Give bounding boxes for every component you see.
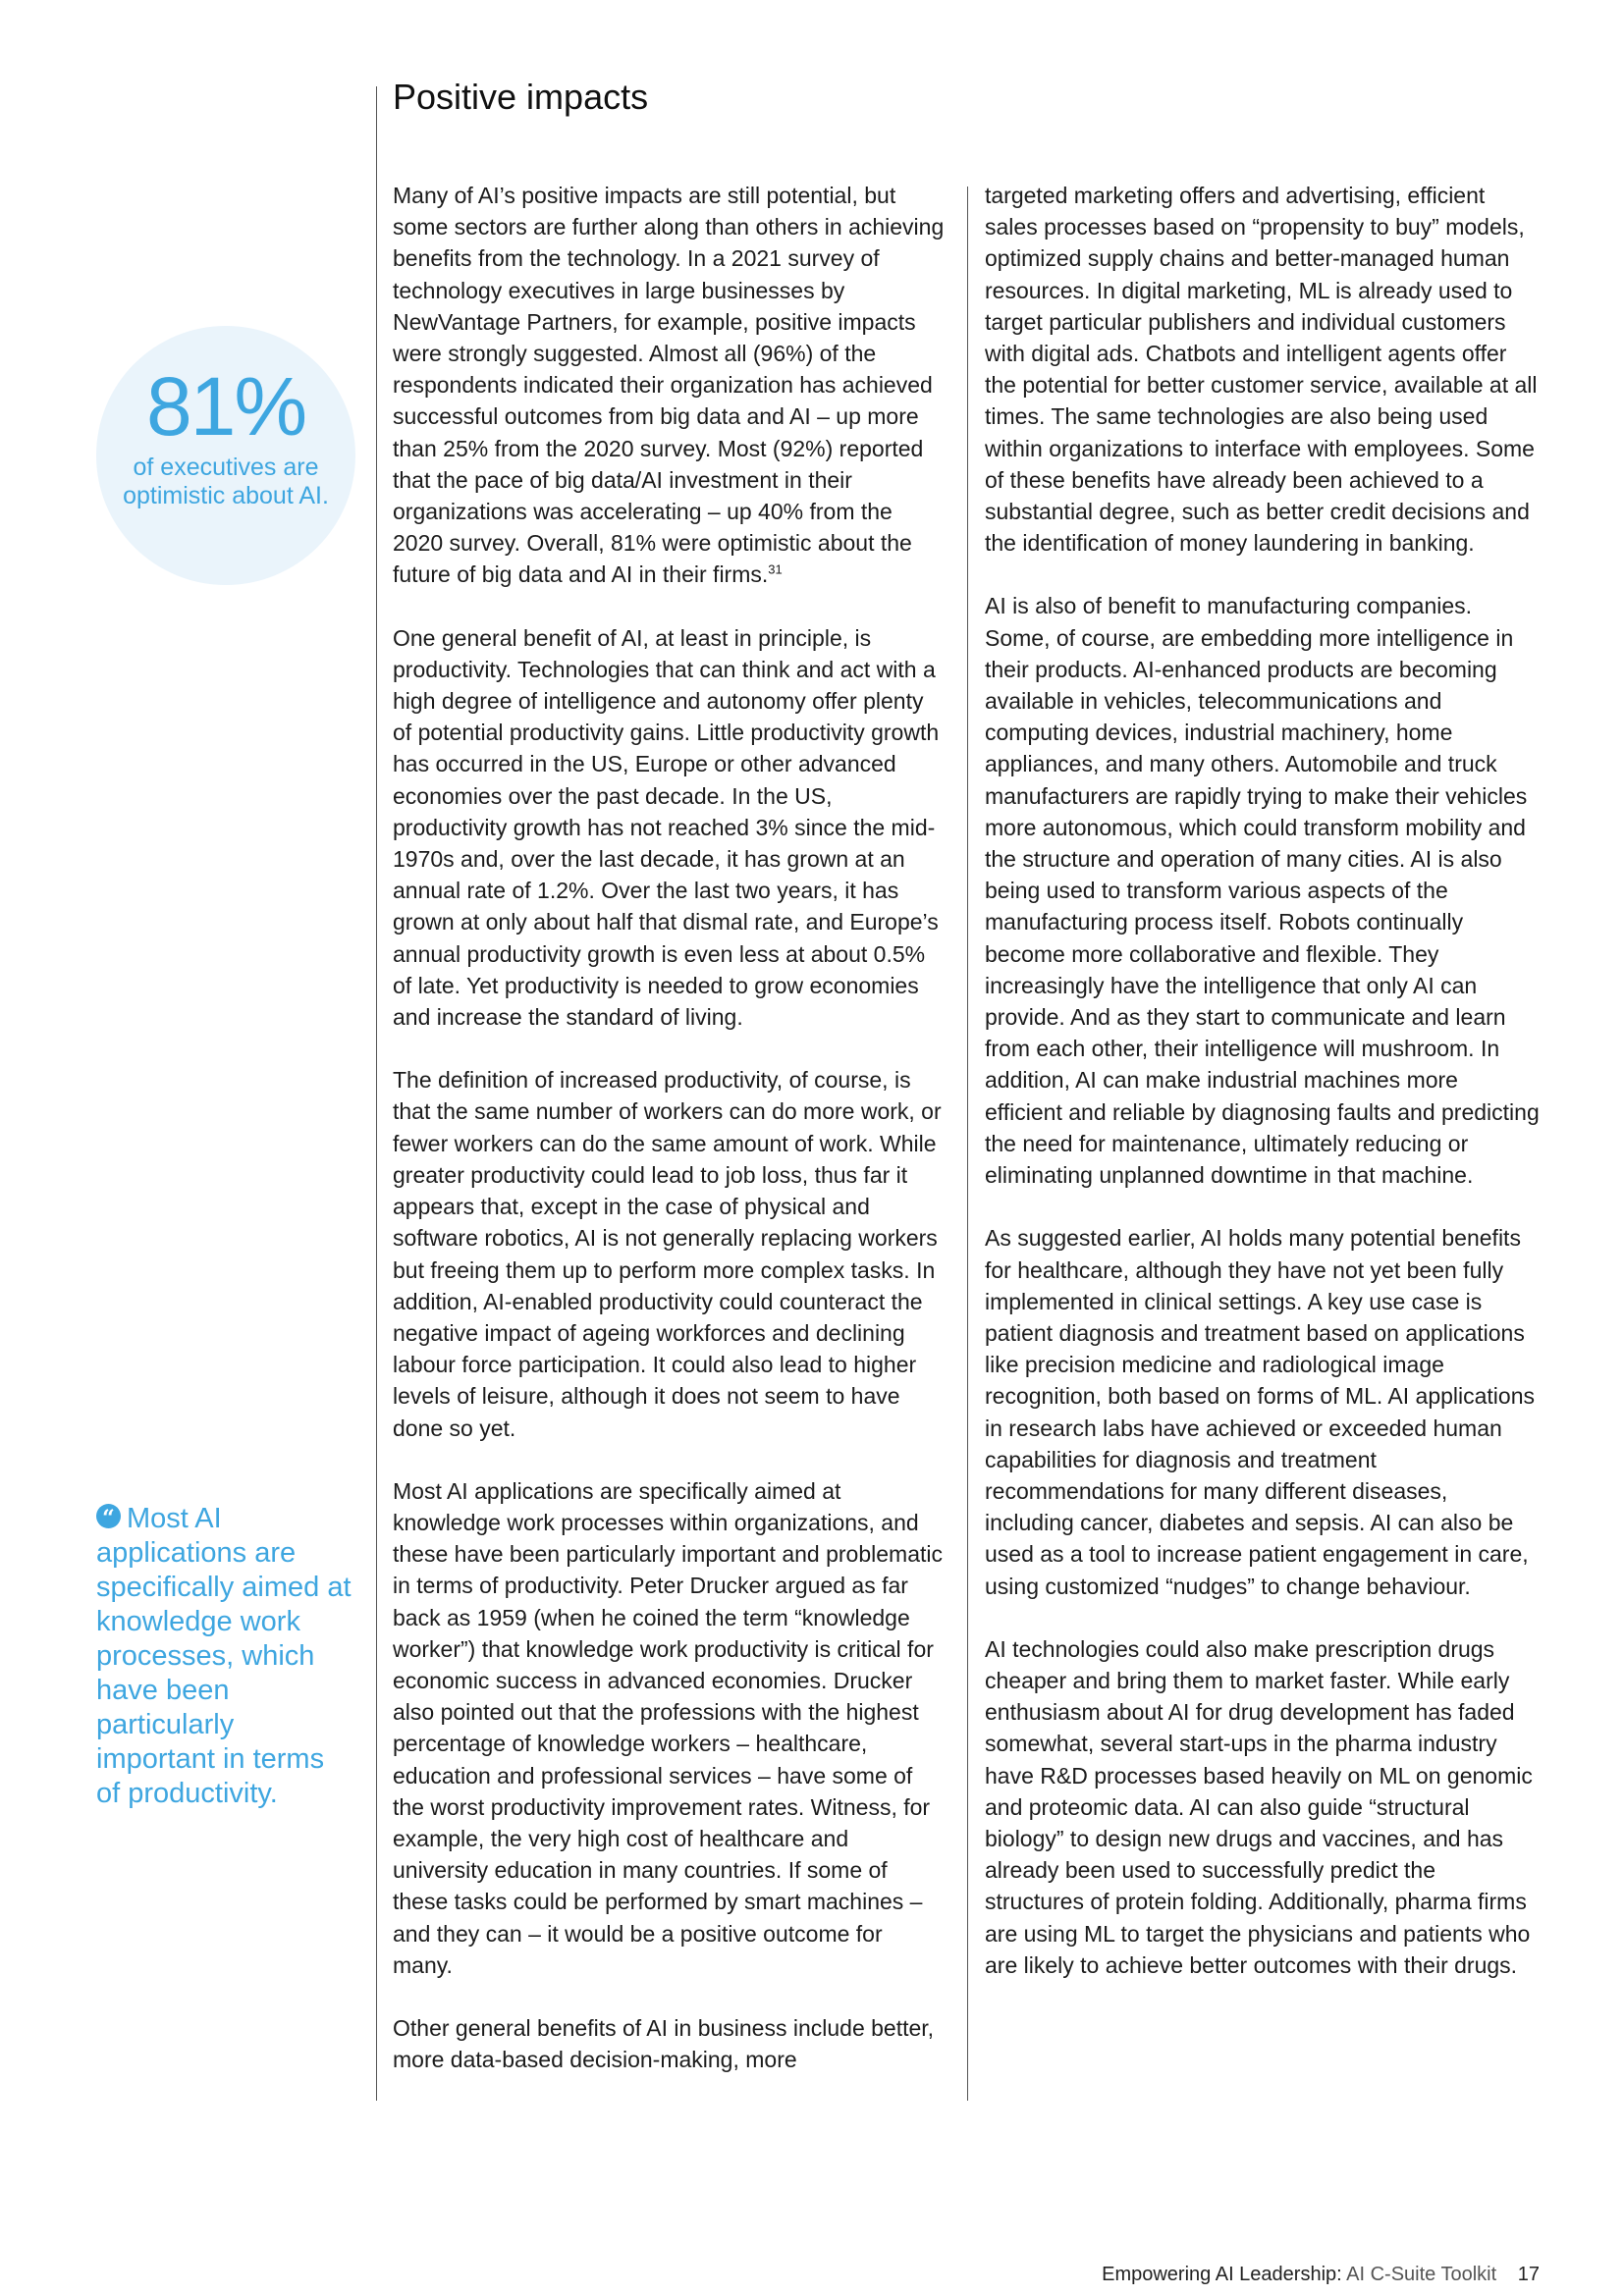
left-column-divider bbox=[376, 86, 377, 2101]
pull-quote bbox=[96, 1502, 353, 1811]
footer-publication-title: Empowering AI Leadership: bbox=[1102, 2264, 1342, 2285]
quote-mark-icon: “ bbox=[96, 1504, 121, 1528]
middle-column-divider bbox=[967, 187, 968, 2101]
paragraph: targeted marketing offers and advertising, efficient sales processes based on “propensity to buy” models, optimized supply chains and better-managed human resources. In digital marketing, ML is already used to target particular publishers and individual customers with digital ads. Chatbots and intelligent agents offer the potential for better customer service, available at all times. The same technologies are also being used within organizations to interface with employees. Some of these benefits have already been achieved to a substantial degree, such as better credit decisions and the identification of money laundering in banking. bbox=[985, 183, 1538, 557]
stat-callout bbox=[96, 326, 355, 585]
pull-quote-text: Most AI applications are specifically aimed at knowledge work processes, which have been particularly important in terms of productivity. bbox=[96, 1503, 352, 1809]
footnote-reference: 31 bbox=[768, 561, 783, 577]
page-number: 17 bbox=[1517, 2264, 1540, 2285]
stat-value: 81% bbox=[145, 360, 306, 453]
paragraph: Other general benefits of AI in business include better, more data-based decision-making, more bbox=[393, 2014, 935, 2073]
paragraph: AI technologies could also make prescription drugs cheaper and bring them to market faster. While early enthusiasm about AI for drug development has faded somewhat, several start-ups in the pharma industry have R&D processes based heavily on ML on genomic and proteomic data. AI can also guide “structural biology” to design new drugs and vaccines, and has already been used to successfully predict the structures of protein folding. Additionally, pharma firms are using ML to target the physicians and patients who are likely to achieve better outcomes with their drugs. bbox=[985, 1635, 1533, 1978]
page-title: Positive impacts bbox=[393, 77, 649, 117]
body-column-right bbox=[985, 180, 1540, 2012]
body-column-left bbox=[393, 180, 947, 2107]
paragraph-text: Many of AI’s positive impacts are still potential, but some sectors are further along than others in achieving benefits from the technology. In a 2021 survey of technology executives in large businesses by NewVantage Partners, for example, positive impacts were strongly suggested. Almost all (96%) of the respondents indicated their organization has achieved successful outcomes from big data and AI – up more than 25% from the 2020 survey. Most (92%) reported that the pace of big data/AI investment in their organizations was accelerating – up 40% from the 2020 survey. Overall, 81% were optimistic about the future of big data and AI in their firms. bbox=[393, 183, 945, 588]
footer-subtitle: AI C-Suite Toolkit bbox=[1346, 2264, 1497, 2285]
paragraph: As suggested earlier, AI holds many potential benefits for healthcare, although they have not yet been fully implemented in clinical settings. A key use case is patient diagnosis and treatment based on applications like precision medicine and radiological image recognition, both based on forms of ML. AI applications in research labs have achieved or exceeded human capabilities for diagnosis and treatment recommendations for many different diseases, including cancer, diabetes and sepsis. AI can also be used as a tool to increase patient engagement in care, using customized “nudges” to change behaviour. bbox=[985, 1225, 1535, 1599]
paragraph: The definition of increased productivity, of course, is that the same number of workers can do more work, or fewer workers can do the same amount of work. While greater productivity could lead to job loss, thus far it appears that, except in the case of physical and software robotics, AI is not generally replacing workers but freeing them up to perform more complex tasks. In addition, AI-enabled productivity could counteract the negative impact of ageing workforces and declining labour force participation. It could also lead to higher levels of leisure, although it does not seem to have done so yet. bbox=[393, 1067, 942, 1441]
paragraph: Most AI applications are specifically aimed at knowledge work processes within organizations, and these have been particularly important and problematic in terms of productivity. Peter Drucker argued as far back as 1959 (when he coined the term “knowledge worker”) that knowledge work productivity is critical for economic success in advanced economies. Drucker also pointed out that the professions with the highest percentage of knowledge workers – healthcare, education and professional services – have some of the worst productivity improvement rates. Witness, for example, the very high cost of healthcare and university education in many countries. If some of these tasks could be performed by smart machines – and they can – it would be a positive outcome for many. bbox=[393, 1477, 943, 1978]
paragraph: One general benefit of AI, at least in principle, is productivity. Technologies that can think and act with a high degree of intelligence and autonomy offer plenty of potential productivity gains. Little productivity growth has occurred in the US, Europe or other advanced economies over the past decade. In the US, productivity growth has not reached 3% since the mid-1970s and, over the last decade, it has grown at an annual rate of 1.2%. Over the last two years, it has grown at only about half that dismal rate, and Europe’s annual productivity growth is even less at about 0.5% of late. Yet productivity is needed to grow economies and increase the standard of living. bbox=[393, 624, 940, 1031]
page-footer bbox=[1102, 2264, 1540, 2286]
stat-caption: of executives are optimistic about AI. bbox=[123, 454, 329, 509]
paragraph bbox=[393, 180, 947, 591]
paragraph: AI is also of benefit to manufacturing companies. Some, of course, are embedding more intelligence in their products. AI-enhanced products are becoming available in vehicles, telecommunications and computing devices, industrial machinery, home appliances, and many others. Automobile and truck manufacturers are rapidly trying to make their vehicles more autonomous, which could transform mobility and the structure and operation of many cities. AI is also being used to transform various aspects of the manufacturing process itself. Robots continually become more collaborative and flexible. They increasingly have the intelligence that only AI can provide. And as they start to communicate and learn from each other, their intelligence will mushroom. In addition, AI can make industrial machines more efficient and reliable by diagnosing faults and predicting the need for maintenance, ultimately reducing or eliminating unplanned downtime in that machine. bbox=[985, 593, 1540, 1189]
